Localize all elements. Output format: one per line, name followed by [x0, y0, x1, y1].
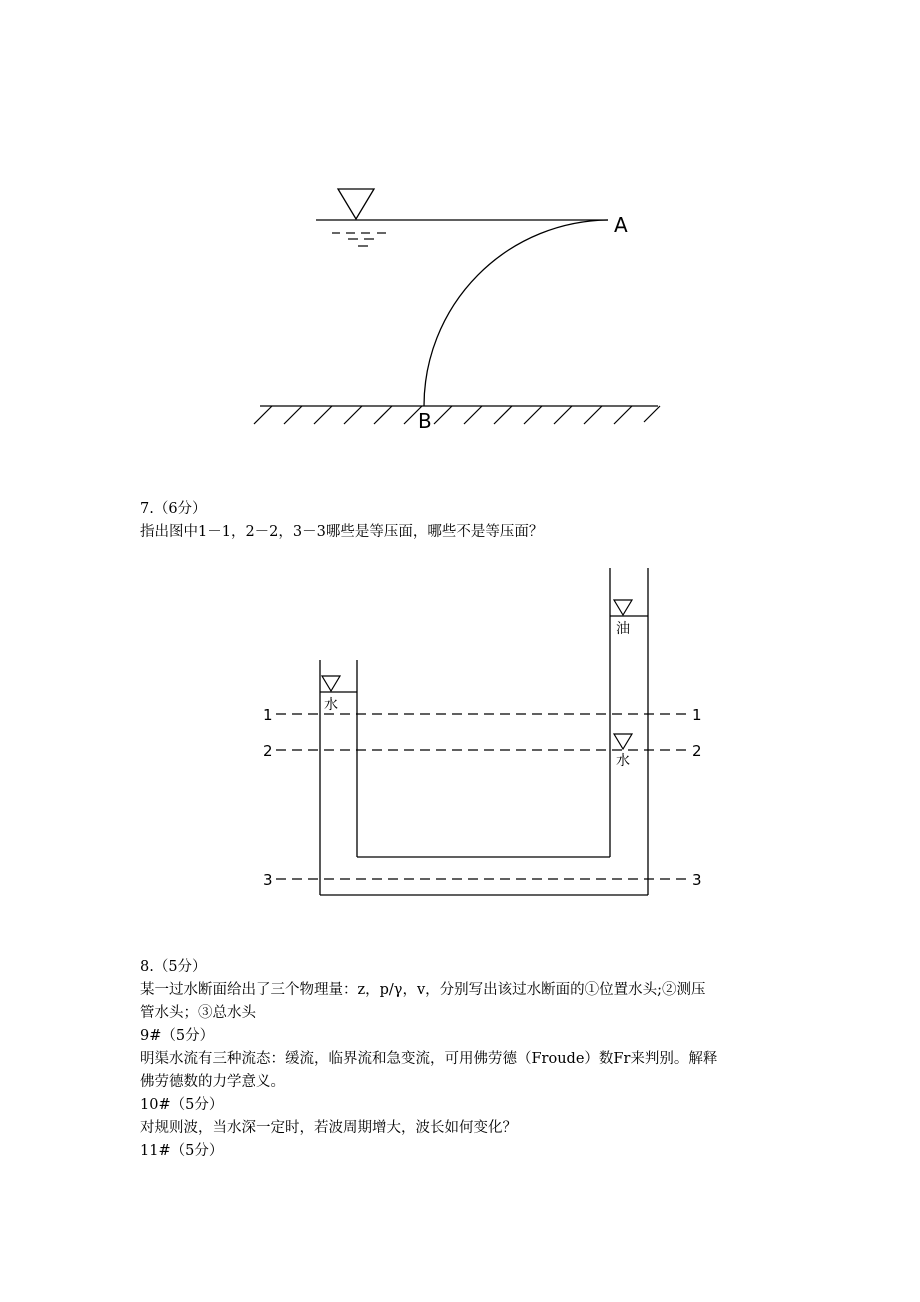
u-tube-walls	[320, 568, 648, 895]
figure-curved-surface	[240, 170, 680, 440]
oil-level-triangle-icon	[614, 600, 632, 615]
ground-hatching	[254, 406, 660, 424]
question-8-heading: 8.（5分）	[140, 959, 207, 975]
level-1-right-label: 1	[692, 706, 702, 724]
oil-label: 油	[616, 621, 630, 637]
level-3-left-label: 3	[263, 871, 273, 889]
left-water-level-triangle-icon	[322, 676, 340, 691]
left-water-label: 水	[324, 697, 338, 713]
question-9-text-line2: 佛劳德数的力学意义。	[140, 1074, 285, 1090]
level-2-right-label: 2	[692, 742, 702, 760]
question-8-text-line1: 某一过水断面给出了三个物理量：z，p/γ，v，分别写出该过水断面的①位置水头;②测压	[140, 982, 706, 998]
figure-u-tube	[240, 560, 720, 910]
question-11-heading: 11#（5分）	[140, 1143, 224, 1159]
interface-triangle-icon	[614, 734, 632, 749]
point-a-label: A	[614, 213, 628, 237]
questions-8-to-11	[140, 956, 790, 1163]
right-water-label: 水	[616, 753, 630, 769]
level-3-right-label: 3	[692, 871, 702, 889]
curved-surface-ab	[424, 220, 608, 406]
question-7	[140, 498, 790, 544]
free-surface-triangle-icon	[338, 189, 374, 219]
question-10-text: 对规则波，当水深一定时，若波周期增大，波长如何变化？	[140, 1120, 517, 1136]
level-2-left-label: 2	[263, 742, 273, 760]
question-7-heading: 7.（6分）	[140, 501, 207, 517]
point-b-label: B	[418, 409, 432, 433]
question-8-text-line2: 管水头；③总水头	[140, 1005, 256, 1021]
level-1-left-label: 1	[263, 706, 273, 724]
question-7-text: 指出图中1－1，2－2，3－3哪些是等压面，哪些不是等压面？	[140, 524, 544, 540]
question-9-heading: 9#（5分）	[140, 1028, 215, 1044]
question-10-heading: 10#（5分）	[140, 1097, 224, 1113]
question-9-text-line1: 明渠水流有三种流态：缓流，临界流和急变流，可用佛劳德（Froude）数Fr来判别。解释	[140, 1051, 718, 1067]
